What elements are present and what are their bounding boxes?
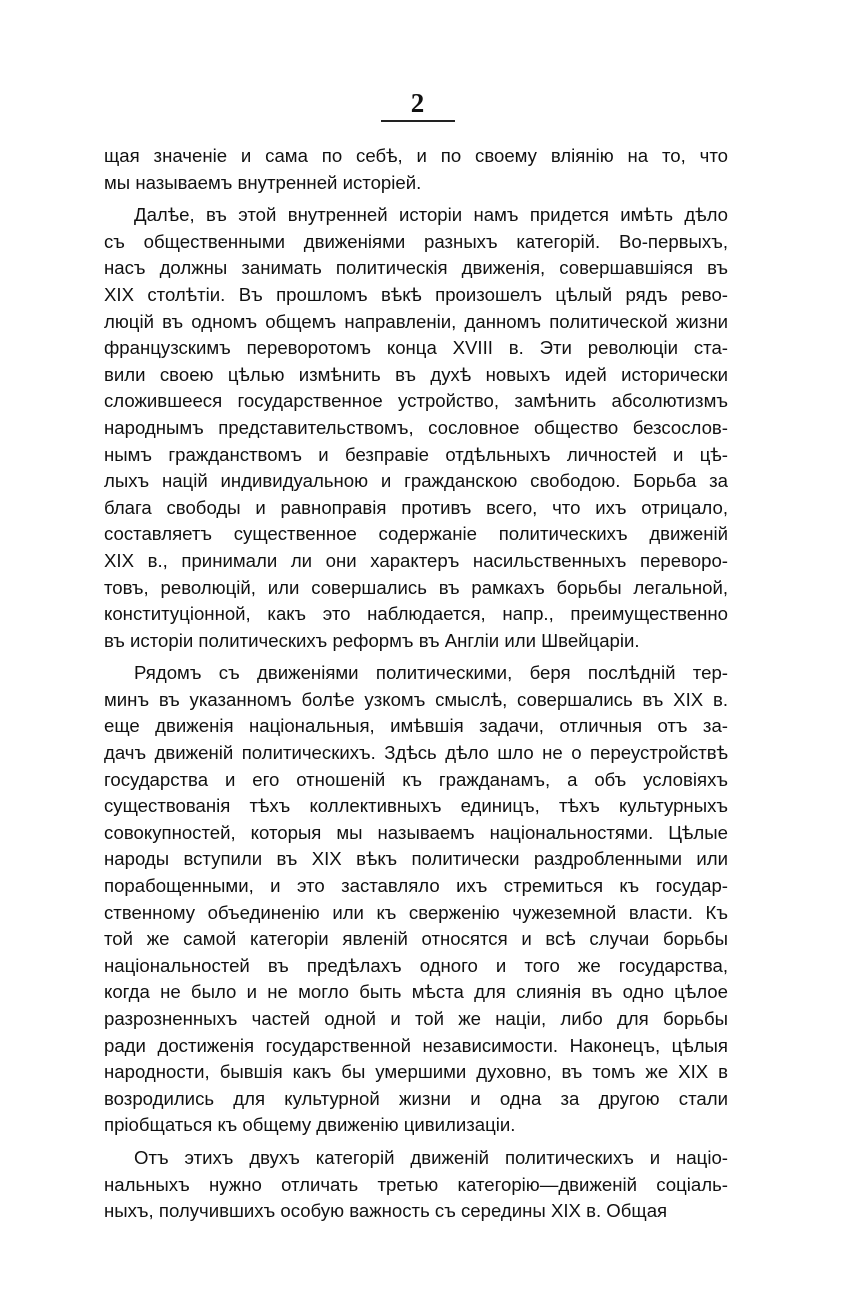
text-line: товъ, революцій, или совершались въ рамкахъ борьбы легальной,: [104, 576, 728, 598]
text-line: той же самой категоріи явленій относятся и всѣ случаи борьбы: [104, 928, 728, 950]
text-line: Далѣе, въ этой внутренней исторіи намъ придется имѣть дѣло: [134, 204, 728, 226]
text-line: народнымъ представительствомъ, сословное общество безсослов-: [104, 416, 728, 438]
text-line: щая значеніе и сама по себѣ, и по своему вліянію на то, что: [104, 145, 728, 166]
text-line: Отъ этихъ двухъ категорій движеній политическихъ и націо-: [134, 1146, 728, 1168]
text-line: мы называемъ внутренней исторіей.: [104, 171, 422, 193]
text-line: ныхъ, получившихъ особую важность съ середины XIX в. Общая: [104, 1200, 668, 1222]
text-line: блага свободы и равноправія противъ всего, что ихъ отрицало,: [104, 496, 728, 518]
text-line: существованія тѣхъ коллективныхъ единицъ, тѣхъ культурныхъ: [104, 795, 728, 817]
text-line: порабощенными, и это заставляло ихъ стремиться къ государ-: [104, 875, 728, 897]
text-line: составляетъ существенное содержаніе политическихъ движеній: [104, 523, 728, 545]
text-line: пріобщаться къ общему движенію цивилизаціи.: [104, 1114, 516, 1136]
text-line: разрозненныхъ частей одной и той же націи, либо для борьбы: [104, 1008, 728, 1029]
text-line: когда не было и не могло быть мѣста для слиянія въ одно цѣлое: [104, 981, 728, 1003]
text-line: народы вступили въ XIX вѣкъ политически раздробленными или: [104, 848, 728, 870]
text-line: XIX столѣтіи. Въ прошломъ вѣкѣ произошелъ цѣлый рядъ рево-: [104, 283, 728, 305]
text-line: народности, бывшія какъ бы умершими духовно, въ томъ же XIX в: [104, 1061, 728, 1083]
paragraph: [104, 202, 728, 654]
text-line: еще движенія національныя, имѣвшія задачи, отличныя отъ за-: [104, 715, 728, 737]
text-line: ради достиженія государственной независимости. Наконецъ, цѣлыя: [104, 1034, 728, 1056]
text-line: ственному объединенію или къ сверженію чужеземной власти. Къ: [104, 901, 728, 923]
page-header: [365, 88, 470, 122]
body-text: [104, 143, 728, 1225]
text-line: нымъ гражданствомъ и безправіе отдѣльныхъ личностей и цѣ-: [104, 443, 728, 465]
text-line: конституціонной, какъ это наблюдается, напр., преимущественно: [104, 603, 728, 625]
text-line: совокупностей, которыя мы называемъ національностями. Цѣлые: [104, 821, 728, 843]
text-line: французскимъ переворотомъ конца XVIII в. Эти революціи ста-: [104, 337, 728, 359]
page-number: 2: [410, 88, 425, 118]
text-line: XIX в., принимали ли они характеръ насильственныхъ переворо-: [104, 549, 728, 571]
page-number-rule: [381, 120, 455, 122]
text-line: возродились для культурной жизни и одна за другою стали: [104, 1087, 728, 1109]
text-line: сложившееся государственное устройство, замѣнить абсолютизмъ: [104, 390, 728, 412]
text-line: люцій въ одномъ общемъ направленіи, данномъ политической жизни: [104, 310, 728, 332]
text-line: съ общественными движеніями разныхъ категорій. Во-первыхъ,: [104, 230, 728, 252]
text-line: насъ должны занимать политическія движенія, совершавшіяся въ: [104, 257, 728, 279]
text-line: лыхъ націй индивидуальною и гражданскою свободою. Борьба за: [104, 470, 728, 492]
paragraph: [104, 1145, 728, 1225]
text-line: національностей въ предѣлахъ одного и того же государства,: [104, 954, 728, 976]
text-line: Рядомъ съ движеніями политическими, беря послѣдній тер-: [134, 662, 728, 684]
text-line: государства и его отношеній къ гражданамъ, а объ условіяхъ: [104, 768, 728, 790]
paragraph: [104, 660, 728, 1139]
text-line: нальныхъ нужно отличать третью категорію—движеній соціаль-: [104, 1173, 728, 1195]
text-line: дачъ движеній политическихъ. Здѣсь дѣло шло не о переустройствѣ: [104, 742, 728, 764]
text-line: вили своею цѣлью измѣнить въ духѣ новыхъ идей исторически: [104, 363, 728, 385]
paragraph: [104, 143, 728, 196]
text-line: въ исторіи политическихъ реформъ въ Англіи или Швейцаріи.: [104, 629, 640, 651]
text-line: минъ въ указанномъ болѣе узкомъ смыслѣ, совершались въ XIX в.: [104, 688, 728, 710]
